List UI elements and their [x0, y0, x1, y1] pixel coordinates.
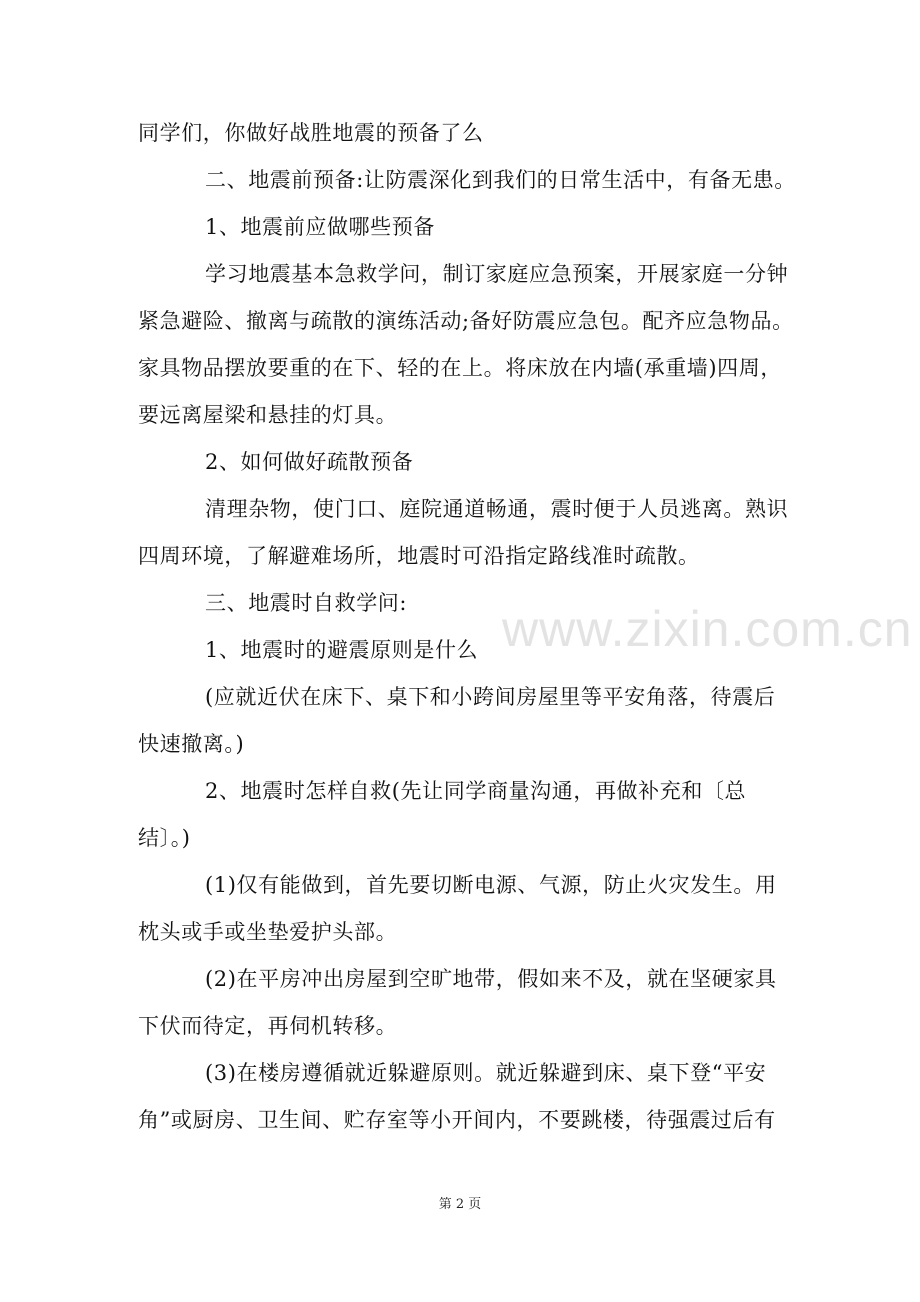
paragraph-line: (应就近伏在床下、桌下和小跨间房屋里等平安角落，待震后: [205, 685, 776, 709]
page-number: 第 2 页: [438, 1197, 482, 1212]
paragraph-line: 角”或厨房、卫生间、贮存室等小开间内，不要跳楼，待强震过后有: [138, 1108, 776, 1132]
paragraph-line: 快速撤离。): [138, 732, 245, 756]
subsection-heading: 2、如何做好疏散预备: [205, 450, 414, 474]
paragraph-line: 下伏而待定，再伺机转移。: [138, 1014, 398, 1038]
paragraph-line: 枕头或手或坐垫爱护头部。: [138, 920, 398, 944]
paragraph-line: 紧急避险、撤离与疏散的演练活动;备好防震应急包。配齐应急物品。: [138, 309, 794, 333]
paragraph-line: 清理杂物，使门口、庭院通道畅通，震时便于人员逃离。熟识: [205, 497, 789, 521]
section-heading: 三、地震时自救学问:: [205, 591, 408, 615]
subsection-heading: 2、地震时怎样自救(先让同学商量沟通，再做补充和〔总: [205, 779, 747, 803]
paragraph-line: (1)仅有能做到，首先要切断电源、气源，防止火灾发生。用: [205, 873, 777, 897]
paragraph-line: (2)在平房冲出房屋到空旷地带，假如来不及，就在坚硬家具: [205, 967, 777, 991]
paragraph-line: (3)在楼房遵循就近躲避原则。就近躲避到床、桌下登“平安: [205, 1061, 767, 1085]
watermark: www.zixin.com.cn: [502, 601, 913, 657]
paragraph-line: 四周环境，了解避难场所，地震时可沿指定路线准时疏散。: [138, 544, 700, 568]
paragraph-line: 学习地震基本急救学问，制订家庭应急预案，开展家庭一分钟: [205, 262, 789, 286]
section-heading: 二、地震前预备:让防震深化到我们的日常生活中，有备无患。: [205, 168, 796, 192]
subsection-heading: 1、地震时的避震原则是什么: [205, 638, 479, 662]
paragraph-line: 家具物品摆放要重的在下、轻的在上。将床放在内墙(承重墙)四周，: [138, 356, 782, 380]
paragraph-line: 同学们，你做好战胜地震的预备了么: [138, 121, 484, 145]
paragraph-line: 要远离屋梁和悬挂的灯具。: [138, 403, 398, 427]
subsection-heading: 1、地震前应做哪些预备: [205, 215, 435, 239]
paragraph-line: 结〕。): [138, 826, 191, 850]
